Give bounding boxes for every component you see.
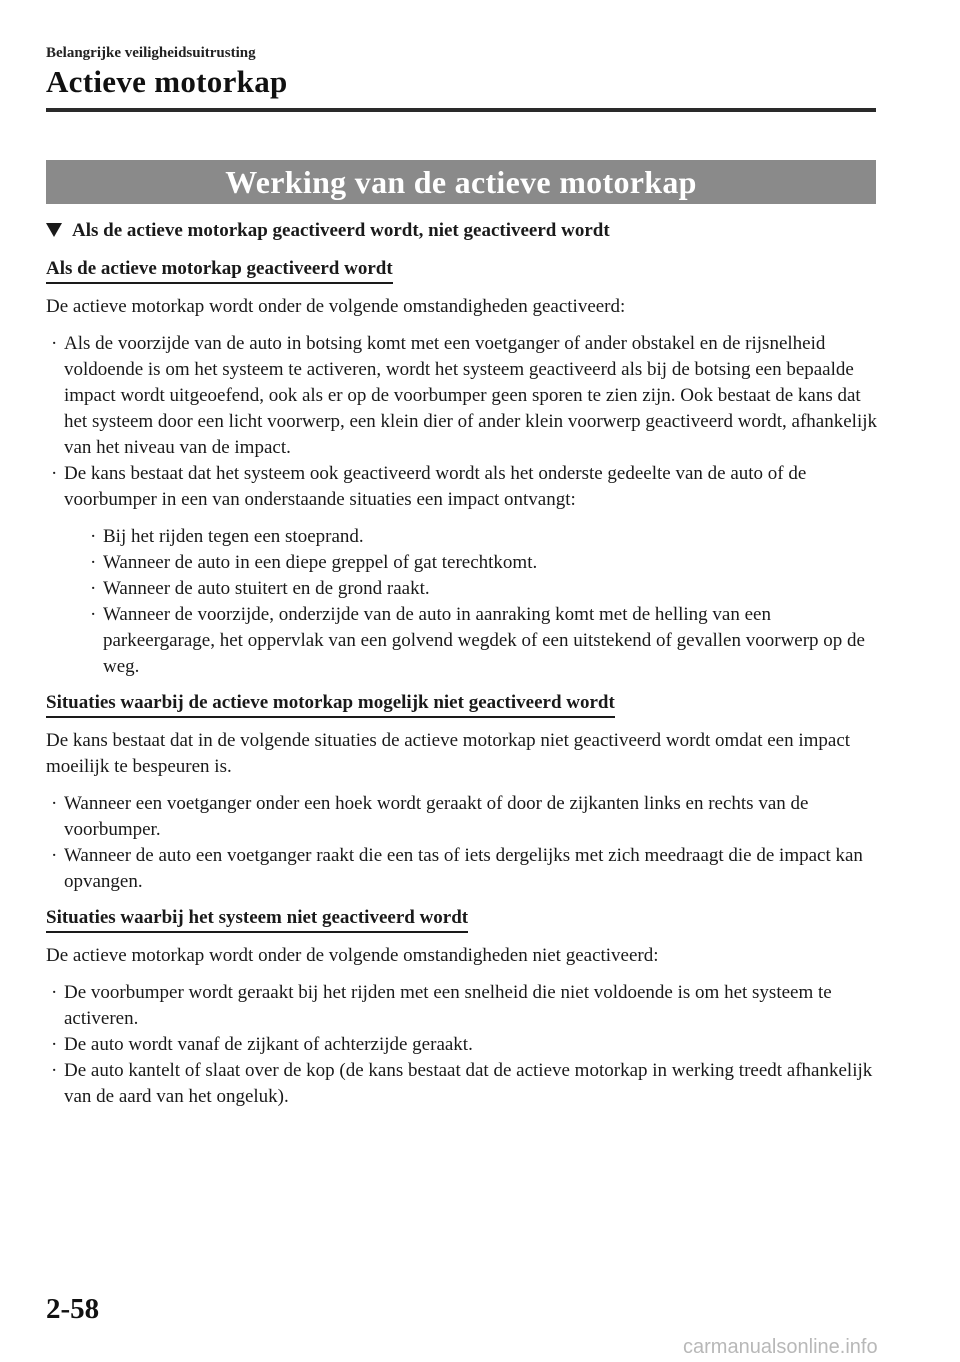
topic-intro: De kans bestaat dat in de volgende situaties de actieve motorkap niet geactiveerd wordt omdat een impact moeilijk te bespeuren is.	[46, 730, 851, 777]
page-content	[46, 218, 880, 1120]
page-number: 2-58	[46, 1293, 100, 1325]
nested-list-item	[85, 550, 880, 576]
list-item	[46, 1058, 880, 1110]
list-item-text: De voorbumper wordt geraakt bij het rijden met een snelheid die niet voldoende is om het systeem te activeren.	[64, 982, 832, 1029]
nested-list-item	[85, 602, 880, 680]
bullet-glyph: ·	[90, 526, 97, 547]
list-item-text: De kans bestaat dat het systeem ook geactiveerd wordt als het onderste gedeelte van de auto of de voorbumper in een van onderstaande situaties een impact ontvangt:	[64, 463, 807, 510]
list-item	[46, 1032, 880, 1058]
list-item-text: Wanneer de voorzijde, onderzijde van de auto in aanraking komt met de helling van een parkeergarage, het oppervlak van een golvend wegdek of een uitstekend of gevallen voorwerp op de weg.	[103, 604, 865, 677]
topic-intro: De actieve motorkap wordt onder de volgende omstandigheden niet geactiveerd:	[46, 945, 659, 966]
list-item-text: Als de voorzijde van de auto in botsing komt met een voetganger of ander obstakel en de rijsnelheid voldoende is om het systeem te activeren, wordt het systeem geactiveerd als bij de botsing een bepaalde impact wordt uitgeoefend, ook als er op de voorbumper geen sporen te zien zijn. Ook bestaat de kans dat het systeem door een licht voorwerp, een klein dier of ander klein voorwerp geactiveerd wordt, afhankelijk van het niveau van de impact.	[64, 333, 878, 458]
bullet-glyph: ·	[90, 552, 97, 573]
topic-not-activated	[46, 905, 880, 1110]
topic-heading: Als de actieve motorkap geactiveerd wordt	[46, 257, 393, 284]
triangle-down-icon	[46, 223, 62, 237]
list-item	[46, 843, 880, 895]
list-item-text: Wanneer de auto in een diepe greppel of gat terechtkomt.	[103, 552, 538, 573]
nested-list-item	[85, 524, 880, 550]
list-item-text: Bij het rijden tegen een stoeprand.	[103, 526, 364, 547]
topic-heading: Situaties waarbij het systeem niet geactiveerd wordt	[46, 906, 468, 933]
watermark: carmanualsonline.info	[683, 1336, 878, 1358]
topic-possibly-not-activated	[46, 690, 880, 895]
bullet-glyph: ·	[51, 982, 58, 1003]
list-item-text: De auto wordt vanaf de zijkant of achterzijde geraakt.	[64, 1034, 473, 1055]
chapter-title: Actieve motorkap	[46, 64, 288, 99]
topic-activated	[46, 256, 880, 680]
bullet-list	[46, 980, 880, 1110]
bullet-list	[46, 331, 880, 680]
subsection-heading	[46, 218, 880, 244]
bullet-glyph: ·	[51, 463, 58, 484]
bullet-glyph: ·	[51, 845, 58, 866]
section-banner	[46, 160, 876, 204]
list-item	[46, 461, 880, 680]
list-item-text: Wanneer een voetganger onder een hoek wordt geraakt of door de zijkanten links en rechts van de voorbumper.	[64, 793, 809, 840]
subsection-title: Als de actieve motorkap geactiveerd wordt, niet geactiveerd wordt	[72, 220, 610, 241]
running-header: Belangrijke veiligheidsuitrusting	[46, 45, 256, 61]
list-item	[46, 791, 880, 843]
topic-intro: De actieve motorkap wordt onder de volgende omstandigheden geactiveerd:	[46, 296, 626, 317]
list-item	[46, 331, 880, 461]
list-item-text: Wanneer de auto een voetganger raakt die een tas of iets dergelijks met zich meedraagt die de impact kan opvangen.	[64, 845, 863, 892]
list-item-text: Wanneer de auto stuitert en de grond raakt.	[103, 578, 430, 599]
bullet-glyph: ·	[90, 578, 97, 599]
list-item-text: De auto kantelt of slaat over de kop (de kans bestaat dat de actieve motorkap in werking treedt afhankelijk van de aard van het ongeluk).	[64, 1060, 873, 1107]
bullet-glyph: ·	[51, 1060, 58, 1081]
topic-heading: Situaties waarbij de actieve motorkap mogelijk niet geactiveerd wordt	[46, 691, 615, 718]
section-title: Werking van de actieve motorkap	[225, 163, 697, 200]
nested-list-item	[85, 576, 880, 602]
header-divider	[46, 108, 876, 112]
bullet-glyph: ·	[51, 333, 58, 354]
bullet-glyph: ·	[51, 793, 58, 814]
bullet-glyph: ·	[90, 604, 97, 625]
bullet-list	[46, 791, 880, 895]
bullet-glyph: ·	[51, 1034, 58, 1055]
list-item	[46, 980, 880, 1032]
nested-bullet-list	[64, 524, 880, 680]
